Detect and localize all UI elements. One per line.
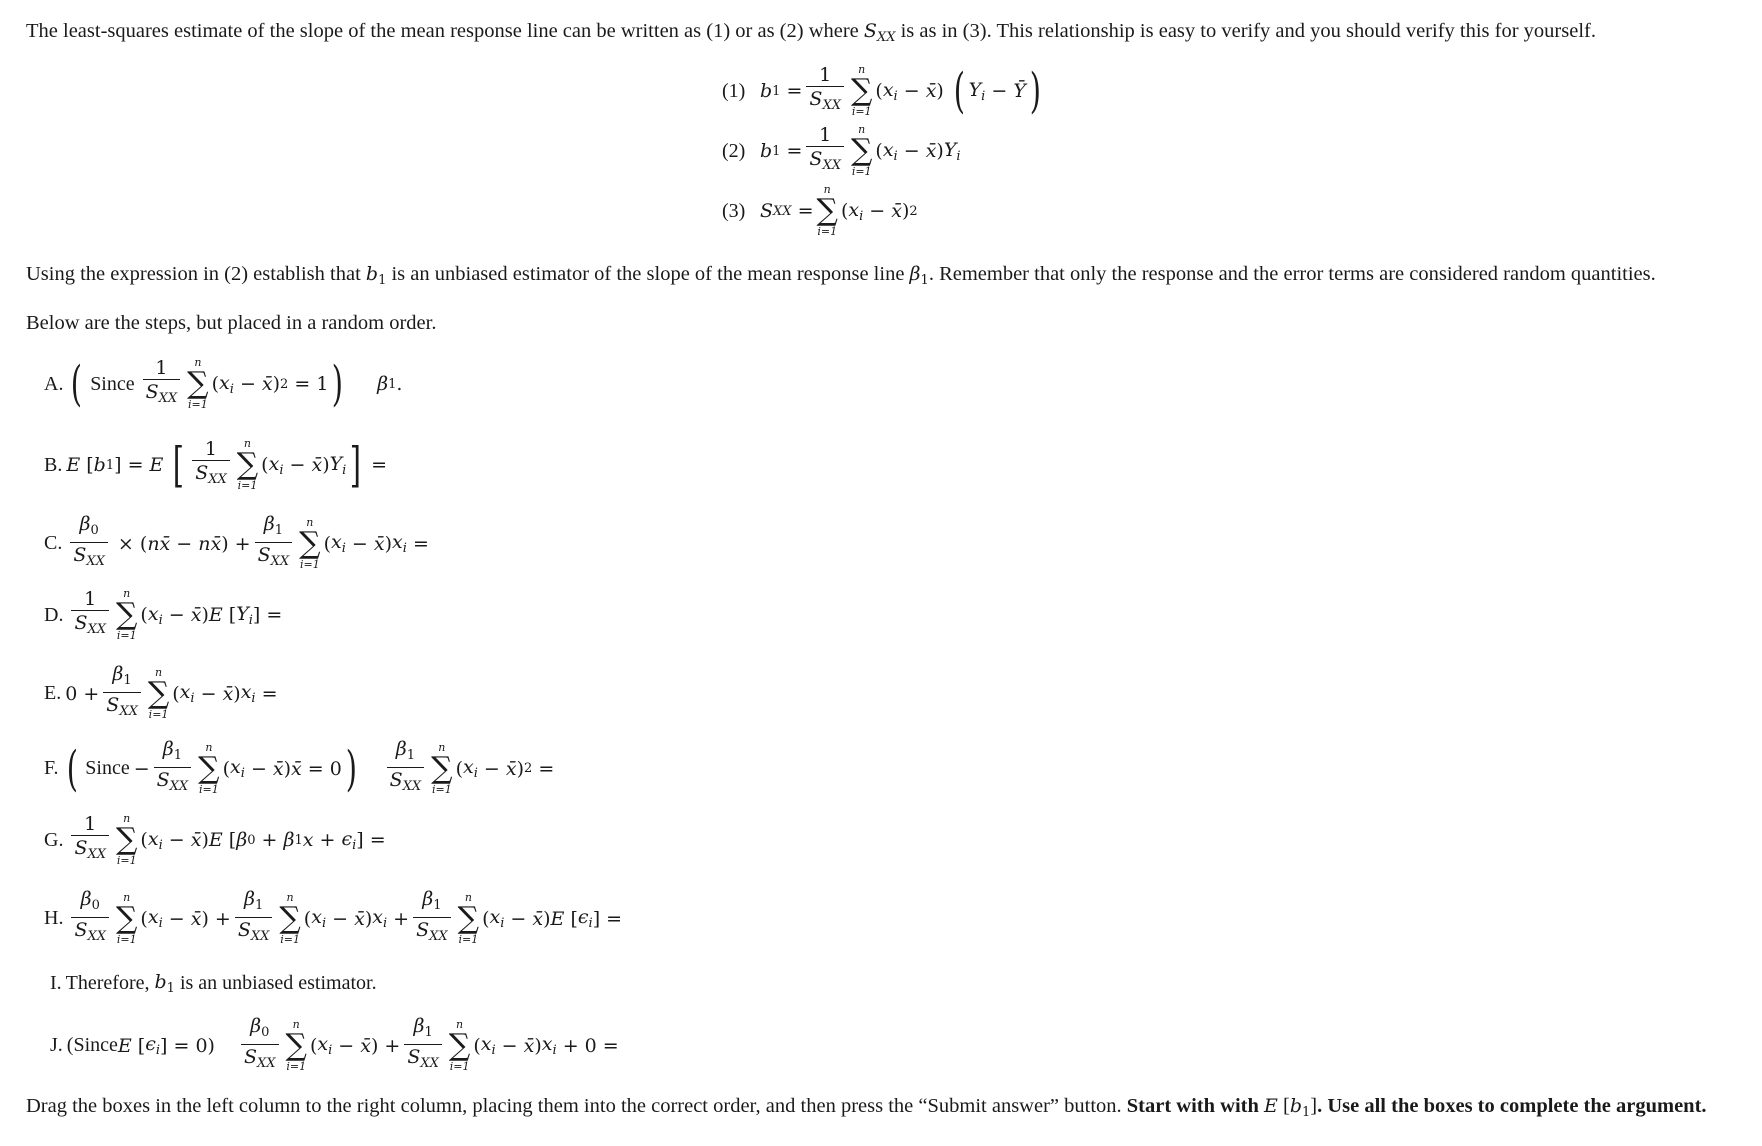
instructions-text: Drag the boxes in the left column to the right column, placing them into the correct order, and then press the “Submit answer” button. Start with with E $[b_1]$. Use all the boxes to complete the argument. [26,1095,1707,1120]
step-j: J. (Since E [ $\epsilon_i$ ] = 0) $\frac{\beta_0}{S_{XX}}$ n ∑ i=1 ( $x_i$ − x̄ ) + $\frac{\beta_1}{S_{XX}}$ n ∑ i=1 ( $x_i$ − x̄ ) $x_i$ + 0 = [50,1015,619,1076]
step-a: A. ( Since $\frac{1}{S_{XX}}$ n ∑ i=1 ( $x_i$ − x̄ ) 2 = 1 ) β 1 . [44,356,403,412]
step-h: H. $\frac{\beta_0}{S_{XX}}$ n ∑ i=1 ( $x_i$ − x̄ ) + $\frac{\beta_1}{S_{XX}}$ n ∑ i=1 ( $x_i$ − x̄ ) $x_i$ + $\frac{\beta_1}{S_{XX}}$ n ∑ i=1 ( $x_i$ − x̄ ) E [ $\epsilon_i$ ] = [44,888,622,949]
step-c: C. $\frac{\beta_0}{S_{XX}}$ × ( nx̄ − nx̄ ) + $\frac{\beta_1}{S_{XX}}$ n ∑ i=1 ( $x_i$ − x̄ ) $x_i$ = [44,513,429,574]
step-f: F. ( Since − $\frac{\beta_1}{S_{XX}}$ n ∑ i=1 ( $x_i$ − x̄ ) x̄ = 0 ) $\frac{\beta_1}{S_{XX}}$ n ∑ i=1 ( $x_i$ − x̄ ) 2 = [44,738,554,799]
step-e: E. 0 + $\frac{\beta_1}{S_{XX}}$ n ∑ i=1 ( $x_i$ − x̄ ) $x_i$ = [44,663,278,724]
step-i: I. Therefore, $b_1$ is an unbiased estimator. [50,971,377,996]
equation-3: (3) S XX = n ∑ i=1 ( $x_i$ − x̄ ) 2 [722,183,918,238]
intro-text: The least-squares estimate of the slope of the mean response line can be written as (1) or as (2) where $S_{XX}$ is as in (3). This relationship is easy to verify and you should verify this for yourself. [26,20,1596,45]
step-b: B. E [ b 1 ] = E [ $\frac{1}{S_{XX}}$ n ∑ i=1 ( $x_i$ − x̄ ) $Y_i$ ] = [44,437,388,493]
steps-intro-text: Below are the steps, but placed in a random order. [26,312,437,334]
equation-1: (1) b 1 = $\frac{1}{S_{XX}}$ n ∑ i=1 ( $x_i$ − x̄ ) ( $Y_i$ − Ȳ ) [722,63,1041,119]
step-g: G. $\frac{1}{S_{XX}}$ n ∑ i=1 ( $x_i$ − x̄ ) E [ β 0 + β 1 x + $\epsilon_i$ ] = [44,812,386,867]
step-d: D. $\frac{1}{S_{XX}}$ n ∑ i=1 ( $x_i$ − x̄ ) E [ $Y_i$ ] = [44,587,283,642]
task-text: Using the expression in (2) establish that $b_1$ is an unbiased estimator of the slope of the mean response line $\beta_1$. Remember that only the response and the error terms are considered random quantities. [26,263,1656,288]
equation-2: (2) b 1 = $\frac{1}{S_{XX}}$ n ∑ i=1 ( $x_i$ − x̄ ) $Y_i$ [722,123,961,178]
